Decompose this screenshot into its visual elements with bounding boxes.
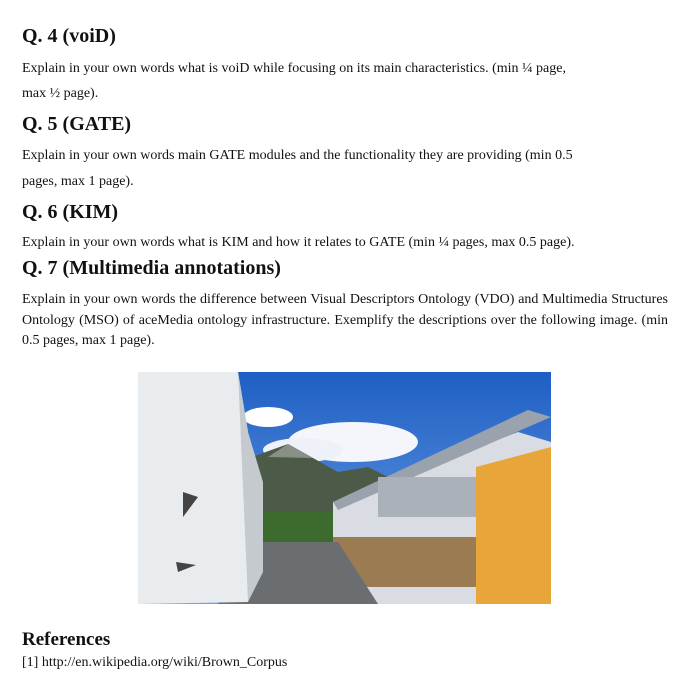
q5-text-line1: Explain in your own words main GATE modules and the functionality they are providing (min 0.5 — [22, 148, 573, 163]
street-photo — [138, 372, 551, 604]
q7-text: Explain in your own words the difference between Visual Descriptors Ontology (VDO) and Multimedia Structures Ontology (MSO) of aceMedia ontology infrastructure. Exemplify the descriptions over the following image. (min 0.5 pages, max 1 page). — [22, 292, 668, 348]
q6-text-line1: Explain in your own words what is KIM and how it relates to GATE (min ¼ pages, max 0.5 page). — [22, 235, 575, 250]
reference-link-1[interactable]: [1] http://en.wikipedia.org/wiki/Brown_Corpus — [22, 655, 288, 670]
q4-heading: Q. 4 (voiD) — [22, 25, 116, 47]
q6-heading: Q. 6 (KIM) — [22, 201, 119, 223]
q4-text-line2: max ½ page). — [22, 86, 99, 101]
references-heading: References — [22, 629, 111, 650]
q4-text-line1: Explain in your own words what is voiD while focusing on its main characteristics. (min ¼ page, — [22, 61, 566, 76]
q5-heading: Q. 5 (GATE) — [22, 113, 132, 135]
q7-heading: Q. 7 (Multimedia annotations) — [22, 257, 281, 279]
q5-text-line2: pages, max 1 page). — [22, 174, 134, 189]
